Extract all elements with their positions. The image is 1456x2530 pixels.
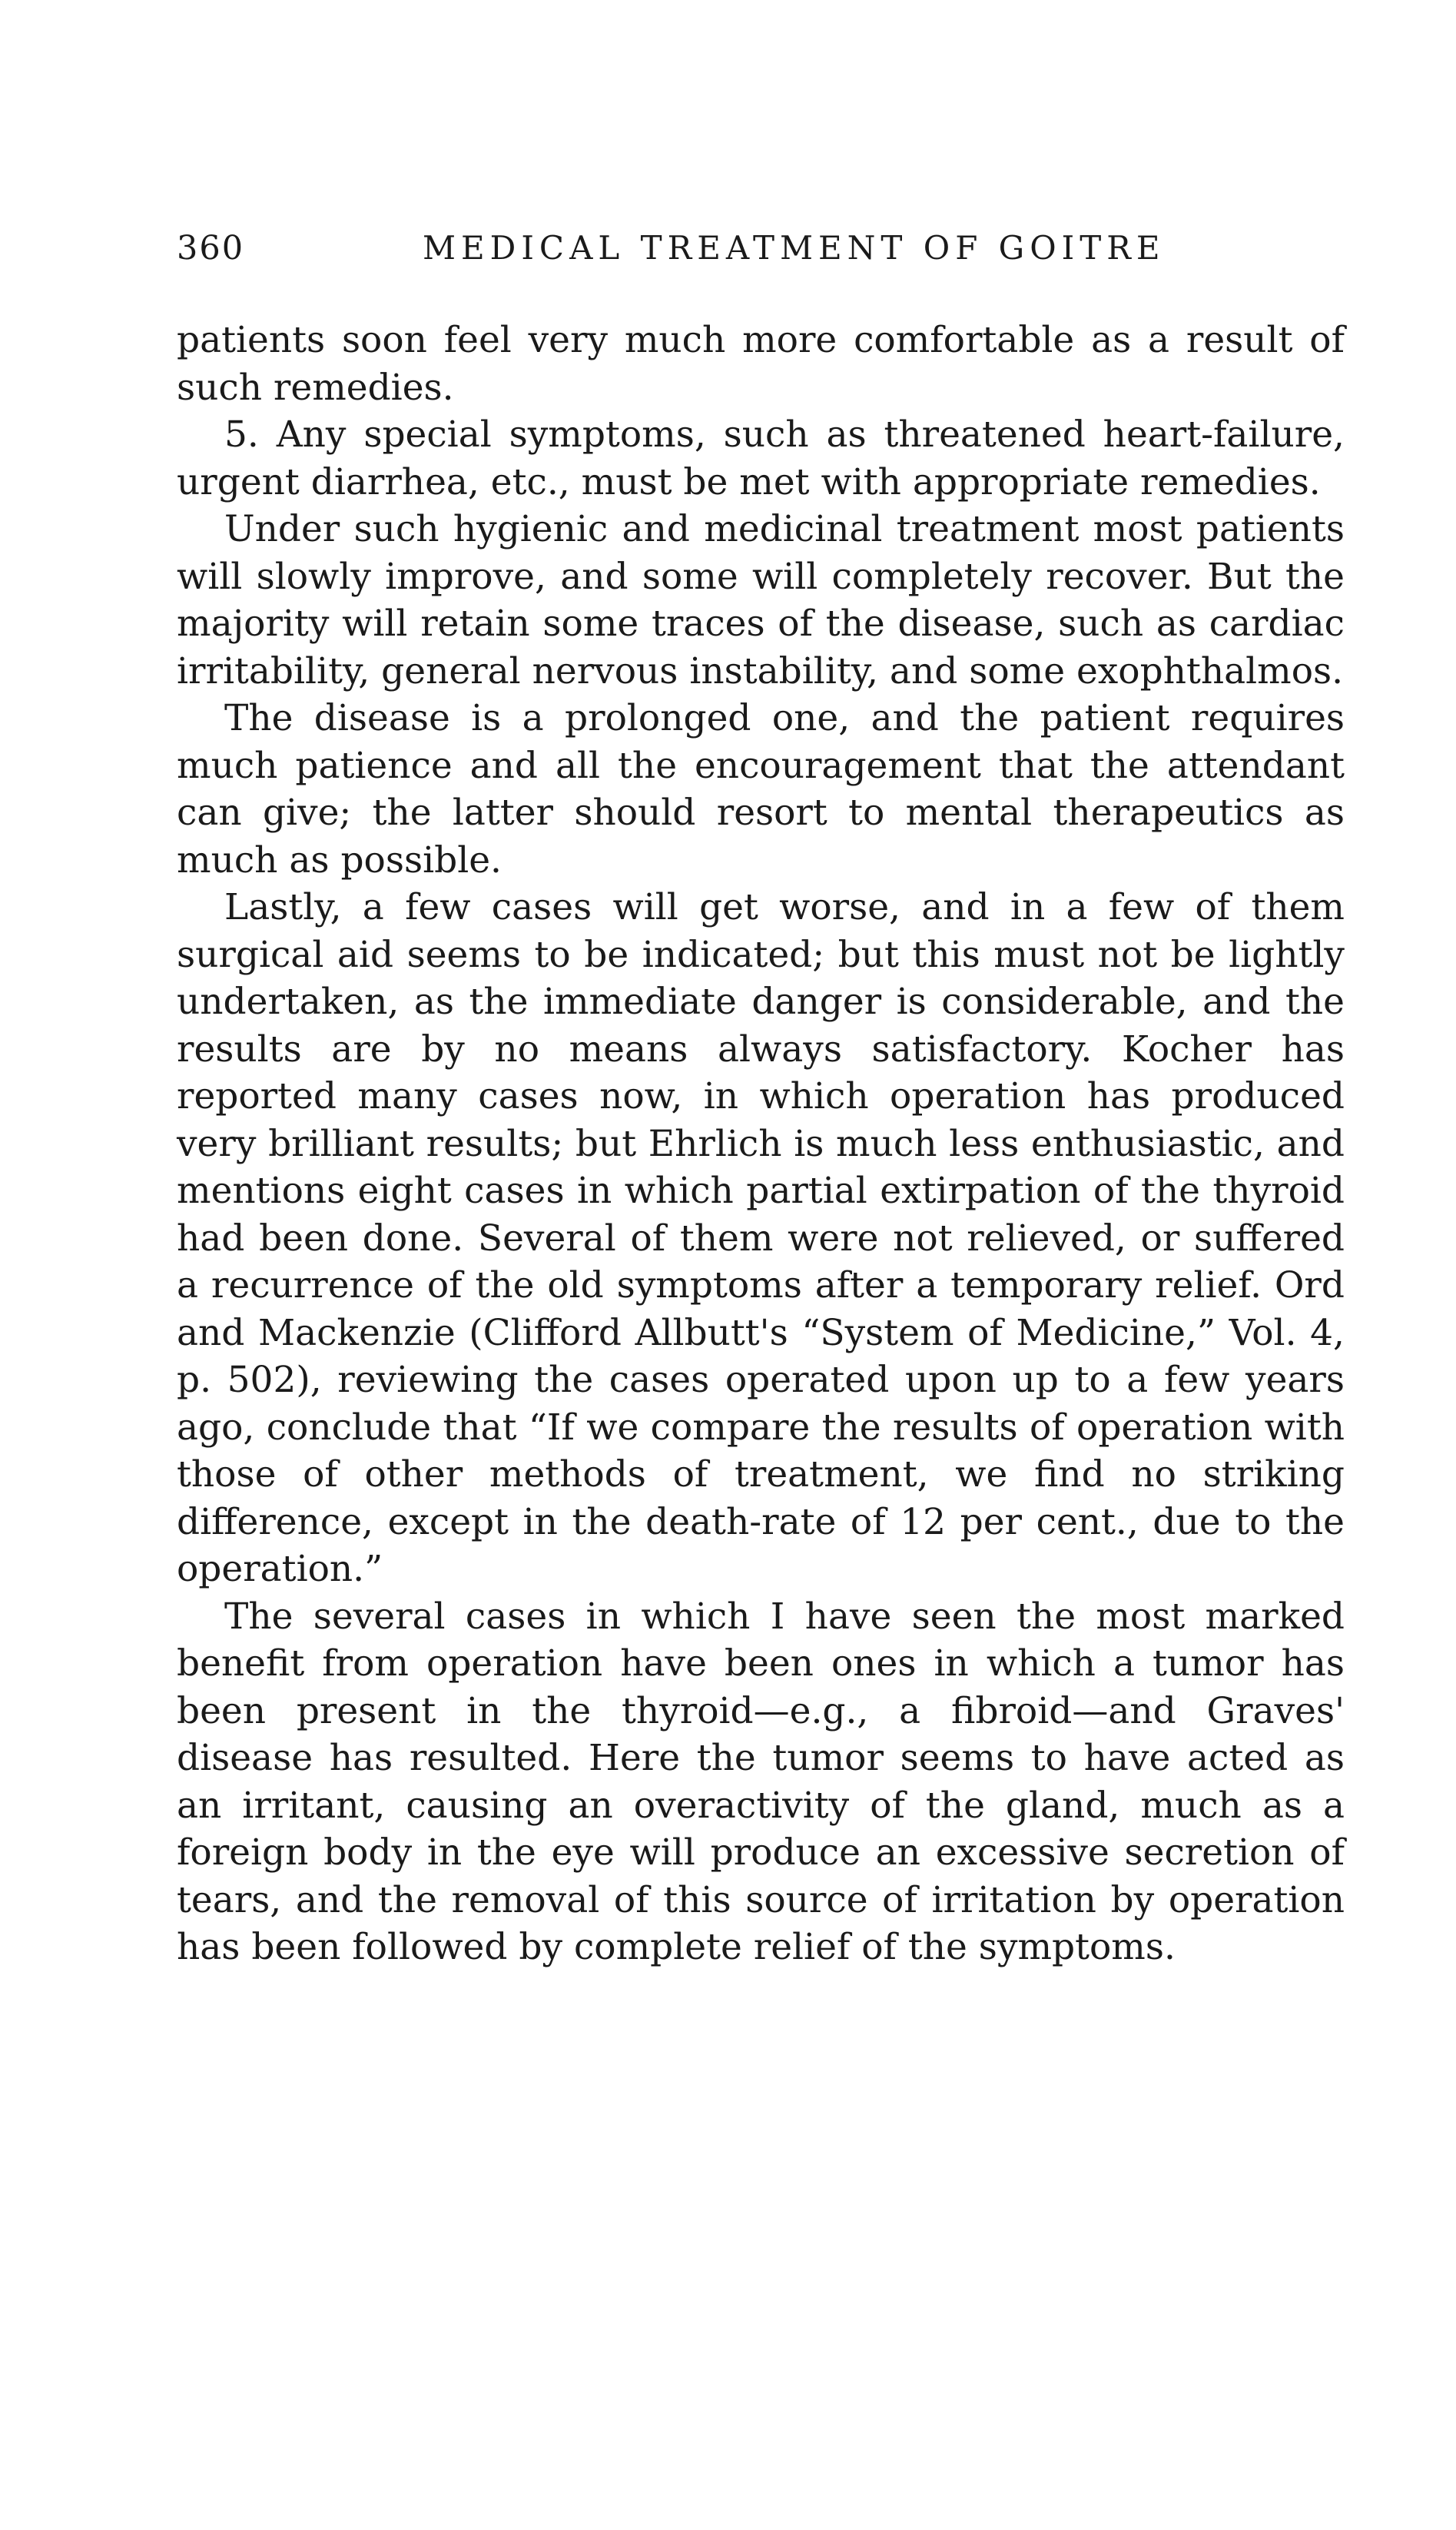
paragraph-continuation: patients soon feel very much more comfortable as a result of such remedies.	[177, 319, 1345, 409]
running-title: MEDICAL TREATMENT OF GOITRE	[423, 229, 1166, 267]
page-number: 360	[177, 229, 245, 267]
paragraph-operation-benefit: The several cases in which I have seen the most marked benefit from operation have been ones in which a tumor has been present in the thyroid—e.g., a fibroid—and Graves' disease has resulted. Here the tumor seems to have acted as an irritant, causing an overactivity of the gland, much as a foreign body in the eye will produce an excessive secretion of tears, and the removal of this source of irritation by operation has been followed by complete relief of the symptoms.	[177, 1595, 1345, 1968]
paragraph-special-symptoms: 5. Any special symptoms, such as threatened heart-failure, urgent diarrhea, etc., must be met with appropriate remedies.	[177, 413, 1345, 503]
paragraph-hygienic-treatment: Under such hygienic and medicinal treatment most patients will slowly improve, and some will completely recover. But the majority will retain some traces of the disease, such as cardiac irritability, general nervous instability, and some exophthalmos.	[177, 508, 1345, 692]
paragraph-prolonged-disease: The disease is a prolonged one, and the patient requires much patience and all the encouragement that the attendant can give; the latter should resort to mental therapeutics as much as possible.	[177, 697, 1345, 882]
paragraph-surgical-aid: Lastly, a few cases will get worse, and in a few of them surgical aid seems to be indicated; but this must not be lightly undertaken, as the immediate danger is considerable, and the results are by no means always satisfactory. Kocher has reported many cases now, in which operation has produced very brilliant results; but Ehrlich is much less enthusiastic, and mentions eight cases in which partial extirpation of the thyroid had been done. Several of them were not relieved, or suffered a recurrence of the old symptoms after a temporary relief. Ord and Mackenzie (Clifford Allbutt's “System of Medicine,” Vol. 4, p. 502), reviewing the cases operated upon up to a few years ago, conclude that “If we compare the results of operation with those of other methods of treatment, we find no striking difference, except in the death-rate of 12 per cent., due to the operation.”	[177, 886, 1345, 1590]
body-text	[177, 317, 1345, 1971]
page-header	[177, 229, 1345, 275]
